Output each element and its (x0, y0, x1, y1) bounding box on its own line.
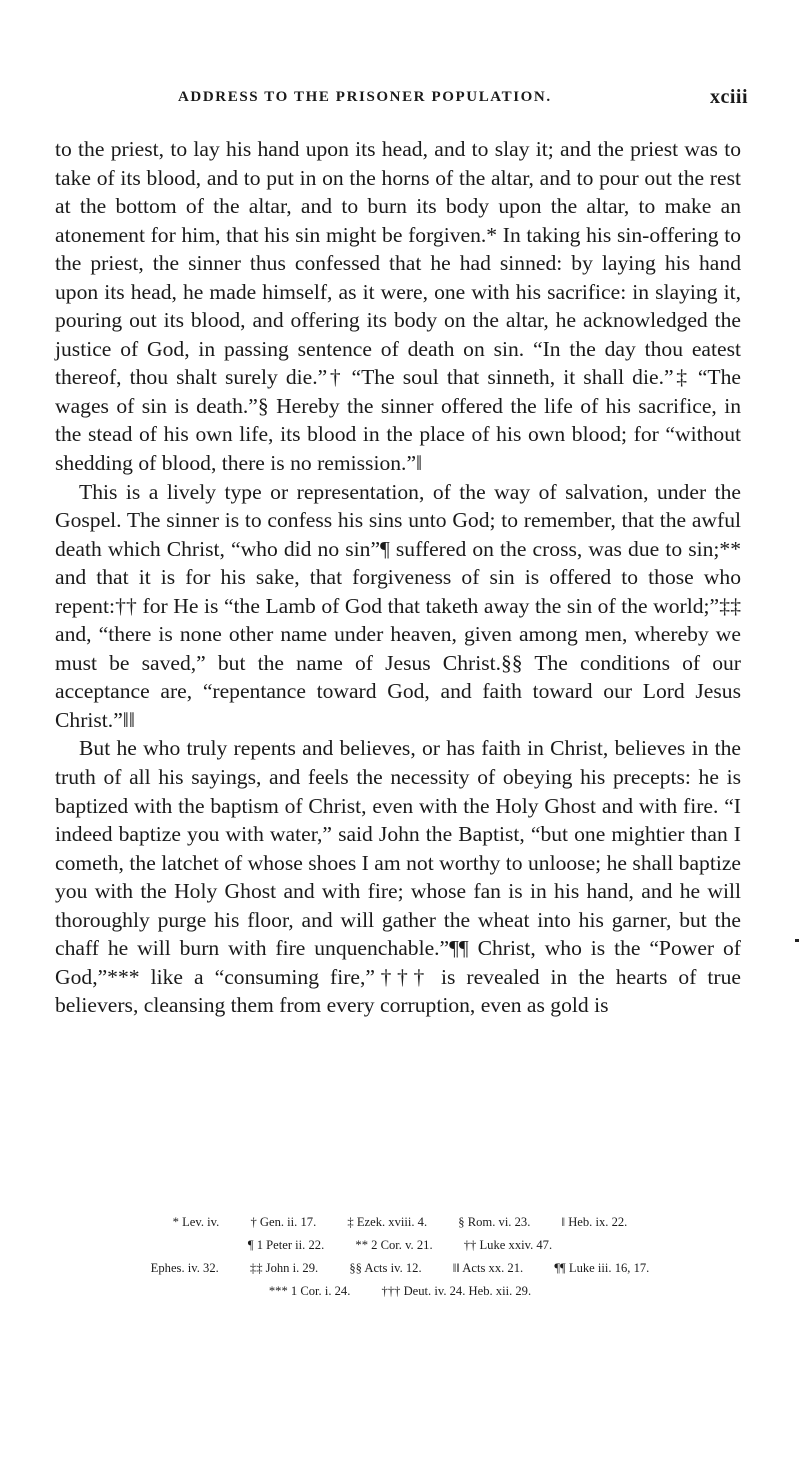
footnote: *** 1 Cor. i. 24. (268, 1284, 351, 1298)
footnote: ‡ Ezek. xviii. 4. (347, 1215, 428, 1229)
footnote-line-2 (40, 1234, 760, 1257)
footnote: ‖ Heb. ix. 22. (561, 1215, 628, 1229)
footnote-line-3 (40, 1257, 760, 1280)
footnote: Ephes. iv. 32. (150, 1261, 219, 1275)
footnote: ‡‡ John i. 29. (249, 1261, 319, 1275)
page-number: xciii (709, 86, 748, 108)
paragraph-1: to the priest, to lay his hand upon its head, and to slay it; and the priest was to take of its blood, and to put in on the horns of the altar, and to pour out the rest at the bottom of the altar, and to burn its body upon the altar, to make an atonement for him, that his sin might be forgiven.* In taking his sin-offering to the priest, the sinner thus confessed that he had sinned: by laying his hand upon its head, he made himself, as it were, one with his sacrifice: in slaying it, pouring out its blood, and offering its body on the altar, he acknowledged the justice of God, in passing sentence of death on sin. “In the day thou eatest thereof, thou shalt surely die.”† “The soul that sinneth, it shall die.”‡ “The wages of sin is death.”§ Hereby the sinner offered the life of his sacrifice, in the stead of his own life, its blood in the place of his own blood; for “without shedding of blood, there is no remission.”‖ (55, 137, 741, 476)
stray-ink-mark (795, 939, 799, 942)
footnote: †† Luke xxiv. 47. (463, 1238, 553, 1252)
footnote-line-1 (40, 1211, 760, 1234)
footnote: ‖‖ Acts xx. 21. (452, 1261, 524, 1275)
paragraph-3: But he who truly repents and believes, or has faith in Christ, believes in the truth of all his sayings, and feels the necessity of obeying his precepts: he is baptized with the baptism of Christ, even with the Holy Ghost and with fire. “I indeed baptize you with water,” said John the Baptist, “but one mightier than I cometh, the latchet of whose shoes I am not worthy to unloose; he shall baptize you with the Holy Ghost and with fire; whose fan is in his hand, and he will thoroughly purge his floor, and will gather the wheat into his garner, but the chaff he will burn with fire unquenchable.”¶¶ Christ, who is the “Power of God,”*** like a “consuming fire,”††† is revealed in the hearts of true believers, cleansing them from every corruption, even as gold is (55, 736, 741, 1018)
paragraph-2: This is a lively type or representation, of the way of salvation, under the Gospel. The sinner is to confess his sins unto God; to remember, that the awful death which Christ, “who did no sin”¶ suffered on the cross, was due to sin;** and that it is for his sake, that forgiveness of sin is offered to those who repent:†† for He is “the Lamb of God that taketh away the sin of the world;”‡‡ and, “there is none other name under heaven, given among men, whereby we must be saved,” but the name of Jesus Christ.§§ The conditions of our acceptance are, “repentance toward God, and faith toward our Lord Jesus Christ.”‖‖ (55, 479, 741, 732)
footnotes (40, 1211, 760, 1303)
footnote: § Rom. vi. 23. (458, 1215, 531, 1229)
footnote: ** 2 Cor. v. 21. (355, 1238, 433, 1252)
footnote-line-4 (40, 1280, 760, 1303)
body-text (55, 135, 741, 1020)
footnote: ¶¶ Luke iii. 16, 17. (554, 1261, 650, 1275)
footnote: † Gen. ii. 17. (250, 1215, 317, 1229)
footnote: * Lev. iv. (172, 1215, 220, 1229)
footnote: ††† Deut. iv. 24. Heb. xii. 29. (381, 1284, 532, 1298)
footnote: §§ Acts iv. 12. (349, 1261, 422, 1275)
running-title: ADDRESS TO THE PRISONER POPULATION. (178, 89, 552, 105)
footnote: ¶ 1 Peter ii. 22. (247, 1238, 325, 1252)
